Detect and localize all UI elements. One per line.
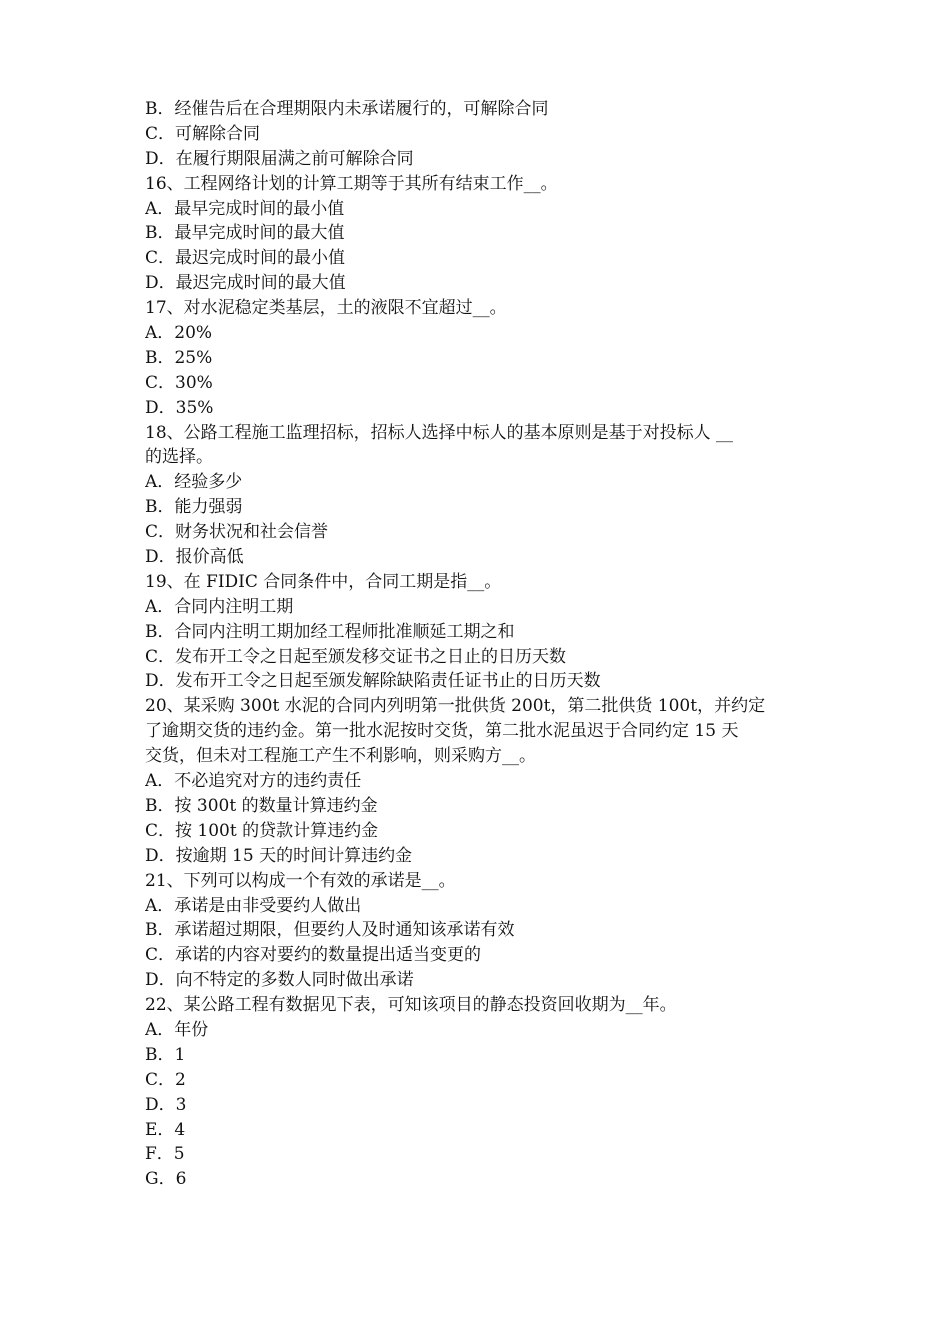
option-c-q21: C．承诺的内容对要约的数量提出适当变更的	[145, 945, 482, 966]
document-body	[145, 97, 810, 1192]
option-b-q22: B．1	[145, 1044, 186, 1065]
option-c-q18: C．财务状况和社会信誉	[145, 522, 329, 543]
question-18-line-1: 18、公路工程施工监理招标，招标人选择中标人的基本原则是基于对投标人 __	[145, 422, 734, 443]
option-a-q17: A．20%	[145, 323, 213, 344]
option-a-q20: A．不必追究对方的违约责任	[145, 771, 362, 792]
option-b-q18: B．能力强弱	[145, 497, 243, 518]
option-d-q22: D．3	[145, 1094, 187, 1115]
option-d-q16: D．最迟完成时间的最大值	[145, 273, 346, 294]
option-c-q17: C．30%	[145, 372, 213, 393]
option-b-q21: B．承诺超过期限，但要约人及时通知该承诺有效	[145, 920, 515, 941]
question-22: 22、某公路工程有数据见下表，可知该项目的静态投资回收期为__年。	[145, 995, 677, 1016]
option-c-q16: C．最迟完成时间的最小值	[145, 248, 346, 269]
option-a-q22: A．年份	[145, 1019, 209, 1040]
option-c-q19: C．发布开工令之日起至颁发移交证书之日止的日历天数	[145, 646, 567, 667]
question-19: 19、在 FIDIC 合同条件中，合同工期是指__。	[145, 571, 502, 592]
option-c-q20: C．按 100t 的贷款计算违约金	[145, 820, 379, 841]
option-b-q15: B．经催告后在合理期限内未承诺履行的，可解除合同	[145, 99, 549, 119]
option-b-q20: B．按 300t 的数量计算违约金	[145, 795, 378, 816]
option-d-q18: D．报价高低	[145, 547, 244, 568]
option-b-q17: B．25%	[145, 347, 213, 368]
option-b-q16: B．最早完成时间的最大值	[145, 223, 345, 244]
option-a-q18: A．经验多少	[145, 472, 243, 493]
question-17: 17、对水泥稳定类基层，土的液限不宜超过__。	[145, 298, 507, 319]
option-d-q17: D．35%	[145, 397, 214, 418]
option-a-q19: A．合同内注明工期	[145, 596, 294, 617]
option-c-q22: C．2	[145, 1069, 186, 1090]
option-f-q22: F．5	[145, 1144, 185, 1165]
question-16: 16、工程网络计划的计算工期等于其所有结束工作__。	[145, 173, 558, 194]
option-d-q20: D．按逾期 15 天的时间计算违约金	[145, 845, 413, 866]
question-20-line-3: 交货，但未对工程施工产生不利影响，则采购方__。	[145, 746, 536, 767]
option-e-q22: E．4	[145, 1119, 186, 1140]
option-a-q16: A．最早完成时间的最小值	[145, 198, 345, 219]
option-c-q15: C．可解除合同	[145, 123, 261, 144]
question-21: 21、下列可以构成一个有效的承诺是__。	[145, 870, 456, 891]
option-d-q15: D．在履行期限届满之前可解除合同	[145, 148, 414, 169]
question-18-line-2: 的选择。	[145, 447, 213, 468]
option-b-q19: B．合同内注明工期加经工程师批准顺延工期之和	[145, 621, 515, 642]
option-g-q22: G．6	[145, 1169, 187, 1190]
option-a-q21: A．承诺是由非受要约人做出	[145, 895, 362, 916]
question-20-line-2: 了逾期交货的违约金。第一批水泥按时交货，第二批水泥虽迟于合同约定 15 天	[145, 721, 739, 742]
question-20-line-1: 20、某采购 300t 水泥的合同内列明第一批供货 200t，第二批供货 100t，并约定	[145, 696, 766, 717]
option-d-q19: D．发布开工令之日起至颁发解除缺陷责任证书止的日历天数	[145, 671, 601, 692]
option-d-q21: D．向不特定的多数人同时做出承诺	[145, 970, 414, 991]
